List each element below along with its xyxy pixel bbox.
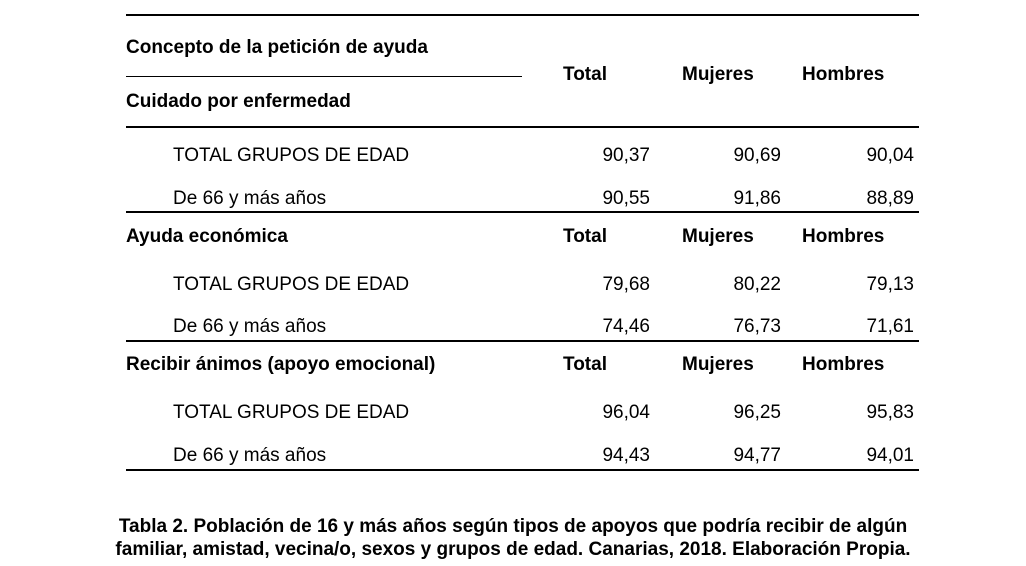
cell-hombres: 71,61 bbox=[866, 316, 914, 337]
col-header-mujeres: Mujeres bbox=[682, 226, 754, 247]
col-header-total: Total bbox=[563, 226, 607, 247]
cell-hombres: 79,13 bbox=[866, 274, 914, 295]
cell-total: 94,43 bbox=[602, 445, 650, 466]
cell-mujeres: 96,25 bbox=[733, 402, 781, 423]
col-header-hombres: Hombres bbox=[802, 354, 885, 375]
cell-total: 96,04 bbox=[602, 402, 650, 423]
col-header-hombres: Hombres bbox=[802, 226, 885, 247]
cell-hombres: 94,01 bbox=[866, 445, 914, 466]
caption-line-1: Tabla 2. Población de 16 y más años según tipos de apoyos que podría recibir de algún bbox=[118, 516, 908, 537]
col-header-mujeres: Mujeres bbox=[682, 64, 754, 85]
cell-total: 79,68 bbox=[602, 274, 650, 295]
cell-hombres: 95,83 bbox=[866, 402, 914, 423]
col-header-total: Total bbox=[563, 64, 607, 85]
table-caption bbox=[0, 515, 1026, 561]
row-label: De 66 y más años bbox=[173, 445, 327, 466]
concept-header: Concepto de la petición de ayuda bbox=[126, 37, 428, 58]
table-top-rule bbox=[126, 14, 919, 16]
row-label: De 66 y más años bbox=[173, 188, 327, 209]
cell-total: 90,37 bbox=[602, 145, 650, 166]
section-title-recibir-animos: Recibir ánimos (apoyo emocional) bbox=[126, 354, 436, 375]
cell-total: 74,46 bbox=[602, 316, 650, 337]
section-title-ayuda-economica: Ayuda económica bbox=[126, 226, 288, 247]
cell-mujeres: 76,73 bbox=[733, 316, 781, 337]
col-header-mujeres: Mujeres bbox=[682, 354, 754, 375]
concept-underline bbox=[126, 76, 522, 77]
row-label: TOTAL GRUPOS DE EDAD bbox=[173, 145, 410, 166]
header-rule bbox=[126, 126, 919, 128]
cell-hombres: 88,89 bbox=[866, 188, 914, 209]
section-rule bbox=[126, 340, 919, 342]
caption-line-2: familiar, amistad, vecina/o, sexos y grupos de edad. Canarias, 2018. Elaboración Propia. bbox=[115, 539, 911, 560]
cell-mujeres: 94,77 bbox=[733, 445, 781, 466]
cell-total: 90,55 bbox=[602, 188, 650, 209]
row-label: TOTAL GRUPOS DE EDAD bbox=[173, 274, 410, 295]
col-header-hombres: Hombres bbox=[802, 64, 885, 85]
table-bottom-rule bbox=[126, 469, 919, 471]
col-header-total: Total bbox=[563, 354, 607, 375]
row-label: TOTAL GRUPOS DE EDAD bbox=[173, 402, 410, 423]
cell-mujeres: 91,86 bbox=[733, 188, 781, 209]
section-rule bbox=[126, 211, 919, 213]
cell-mujeres: 80,22 bbox=[733, 274, 781, 295]
cell-hombres: 90,04 bbox=[866, 145, 914, 166]
section-title-cuidado: Cuidado por enfermedad bbox=[126, 91, 351, 112]
cell-mujeres: 90,69 bbox=[733, 145, 781, 166]
row-label: De 66 y más años bbox=[173, 316, 327, 337]
